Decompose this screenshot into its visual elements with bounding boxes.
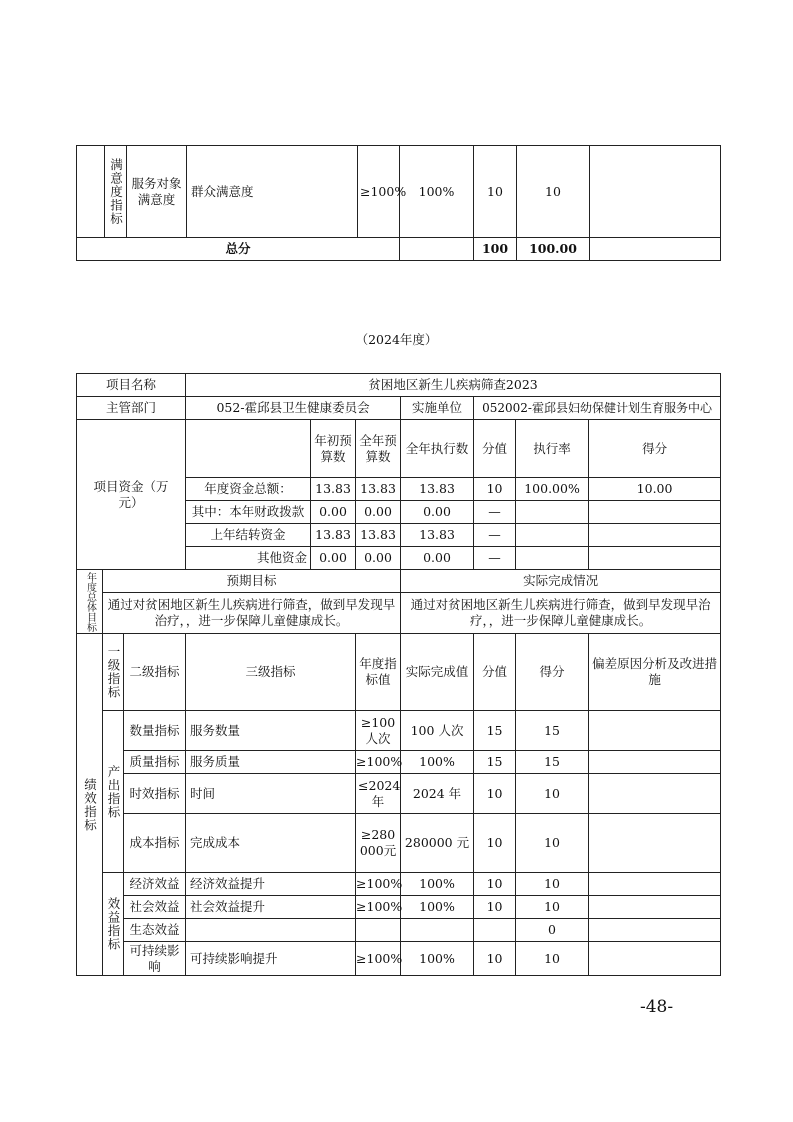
goals-label: 年度总体目标	[84, 571, 96, 632]
cell: 经济效益	[124, 873, 186, 896]
fund-name: 年度资金总额：	[186, 478, 311, 501]
cell: 10	[516, 896, 589, 919]
header: 全年执行数	[401, 420, 474, 478]
cell: 10	[516, 873, 589, 896]
cell: 100%	[401, 751, 474, 774]
perf-row	[77, 774, 721, 814]
cell: 0.00	[311, 547, 356, 570]
cell: 10	[474, 774, 516, 814]
cell: 社会效益	[124, 896, 186, 919]
header: 二级指标	[124, 634, 186, 711]
level3: 群众满意度	[187, 146, 358, 238]
cell: 服务质量	[186, 751, 356, 774]
cell: 生态效益	[124, 919, 186, 942]
cell	[474, 919, 516, 942]
cell: 280000 元	[401, 814, 474, 873]
cell: ≥100%	[356, 942, 401, 976]
cell: 时间	[186, 774, 356, 814]
header: 分值	[474, 634, 516, 711]
cell: 服务数量	[186, 711, 356, 751]
fund-name: 其中：本年财政拨款	[186, 501, 311, 524]
expected-label: 预期目标	[103, 570, 401, 593]
total-label: 总分	[225, 241, 251, 256]
cell: 10	[474, 478, 516, 501]
table-row	[77, 146, 721, 238]
cell	[401, 919, 474, 942]
cell: 13.83	[356, 524, 401, 547]
cell: 10	[474, 942, 516, 976]
cell: 0.00	[401, 501, 474, 524]
header: 得分	[589, 420, 721, 478]
cell: ≥280000元	[356, 814, 401, 873]
performance-label: 绩效指标	[82, 777, 98, 832]
cell: ≥100%	[356, 873, 401, 896]
actual-label: 实际完成情况	[401, 570, 721, 593]
header: 偏差原因分析及改进措施	[589, 634, 721, 711]
fund-name: 上年结转资金	[186, 524, 311, 547]
total-value: 100	[481, 241, 509, 256]
cell: —	[474, 547, 516, 570]
cell: 15	[474, 711, 516, 751]
header: 一级指标	[106, 645, 121, 699]
cell: 10	[474, 896, 516, 919]
fund-name: 其他资金	[186, 547, 311, 570]
cell: 15	[474, 751, 516, 774]
total-score: 100.00	[529, 241, 577, 256]
cell: ≥100%	[356, 896, 401, 919]
cell: 10	[516, 774, 589, 814]
cell: 100%	[401, 942, 474, 976]
cell: —	[474, 524, 516, 547]
cell: 10	[474, 814, 516, 873]
cell: 2024 年	[401, 774, 474, 814]
unit-label: 实施单位	[401, 397, 474, 420]
cell: 10	[516, 814, 589, 873]
cell: 0.00	[401, 547, 474, 570]
perf-row	[77, 942, 721, 976]
perf-row	[77, 919, 721, 942]
goals-row	[77, 593, 721, 634]
cell	[356, 919, 401, 942]
cell: 0.00	[356, 501, 401, 524]
cell: 13.83	[401, 524, 474, 547]
year-label: （2024年度）	[355, 332, 438, 347]
cell	[589, 524, 721, 547]
perf-row	[77, 814, 721, 873]
header: 全年预算数	[356, 420, 401, 478]
cell	[589, 547, 721, 570]
expected-goal: 通过对贫困地区新生儿疾病进行筛查，做到早发现早治疗，，进一步保障儿童健康成长。	[103, 593, 401, 634]
target: ≥100%	[358, 146, 400, 238]
table-row	[77, 420, 721, 478]
score: 10	[517, 146, 590, 238]
actual: 100%	[400, 146, 474, 238]
cell	[589, 501, 721, 524]
perf-row	[77, 873, 721, 896]
goals-header-row	[77, 570, 721, 593]
header: 执行率	[516, 420, 589, 478]
cell: 完成成本	[186, 814, 356, 873]
cell: 数量指标	[124, 711, 186, 751]
cell: 经济效益提升	[186, 873, 356, 896]
score-value: 10	[474, 146, 517, 238]
page-number: -48-	[640, 997, 674, 1017]
cell: 质量指标	[124, 751, 186, 774]
perf-row	[77, 751, 721, 774]
cell: ≤2024年	[356, 774, 401, 814]
performance-table	[76, 373, 721, 976]
cell: 100%	[401, 896, 474, 919]
cell: 成本指标	[124, 814, 186, 873]
cell	[516, 547, 589, 570]
header: 得分	[516, 634, 589, 711]
cell: 13.83	[311, 524, 356, 547]
cell: 15	[516, 751, 589, 774]
perf-header-row	[77, 634, 721, 711]
header: 年度指标值	[356, 634, 401, 711]
header: 年初预算数	[311, 420, 356, 478]
cell: 时效指标	[124, 774, 186, 814]
cell: 100%	[401, 873, 474, 896]
cell	[516, 501, 589, 524]
total-row	[77, 238, 721, 261]
funds-label: 项目资金（万元）	[77, 420, 186, 570]
cell: ≥100%	[356, 751, 401, 774]
cell: 0.00	[356, 547, 401, 570]
dept: 052-霍邱县卫生健康委员会	[186, 397, 401, 420]
output-label: 产出指标	[106, 764, 121, 819]
dept-label: 主管部门	[77, 397, 186, 420]
cell: 100 人次	[401, 711, 474, 751]
cell: 可持续影响提升	[186, 942, 356, 976]
level1: 满意度指标	[108, 157, 124, 226]
cell: 100.00%	[516, 478, 589, 501]
table-row	[77, 397, 721, 420]
header: 实际完成值	[401, 634, 474, 711]
perf-row	[77, 896, 721, 919]
benefit-label: 效益指标	[106, 897, 121, 951]
cell: 13.83	[356, 478, 401, 501]
perf-row	[77, 711, 721, 751]
cell: 10	[516, 942, 589, 976]
actual-goal: 通过对贫困地区新生儿疾病进行筛查，做到早发现早治疗，，进一步保障儿童健康成长。	[401, 593, 721, 634]
cell: 可持续影响	[124, 942, 186, 976]
level2: 服务对象满意度	[127, 146, 187, 238]
cell	[186, 919, 356, 942]
header: 分值	[474, 420, 516, 478]
cell: —	[474, 501, 516, 524]
unit: 052002-霍邱县妇幼保健计划生育服务中心	[474, 397, 721, 420]
cell: 社会效益提升	[186, 896, 356, 919]
cell: 13.83	[401, 478, 474, 501]
cell: 10	[474, 873, 516, 896]
cell: 0.00	[311, 501, 356, 524]
table-row	[77, 374, 721, 397]
cell: 0	[516, 919, 589, 942]
cell: 15	[516, 711, 589, 751]
cell	[516, 524, 589, 547]
header: 三级指标	[186, 634, 356, 711]
satisfaction-table	[76, 145, 721, 261]
project-name: 贫困地区新生儿疾病筛查2023	[186, 374, 721, 397]
cell: ≥100人次	[356, 711, 401, 751]
cell: 13.83	[311, 478, 356, 501]
name-label: 项目名称	[77, 374, 186, 397]
cell: 10.00	[589, 478, 721, 501]
